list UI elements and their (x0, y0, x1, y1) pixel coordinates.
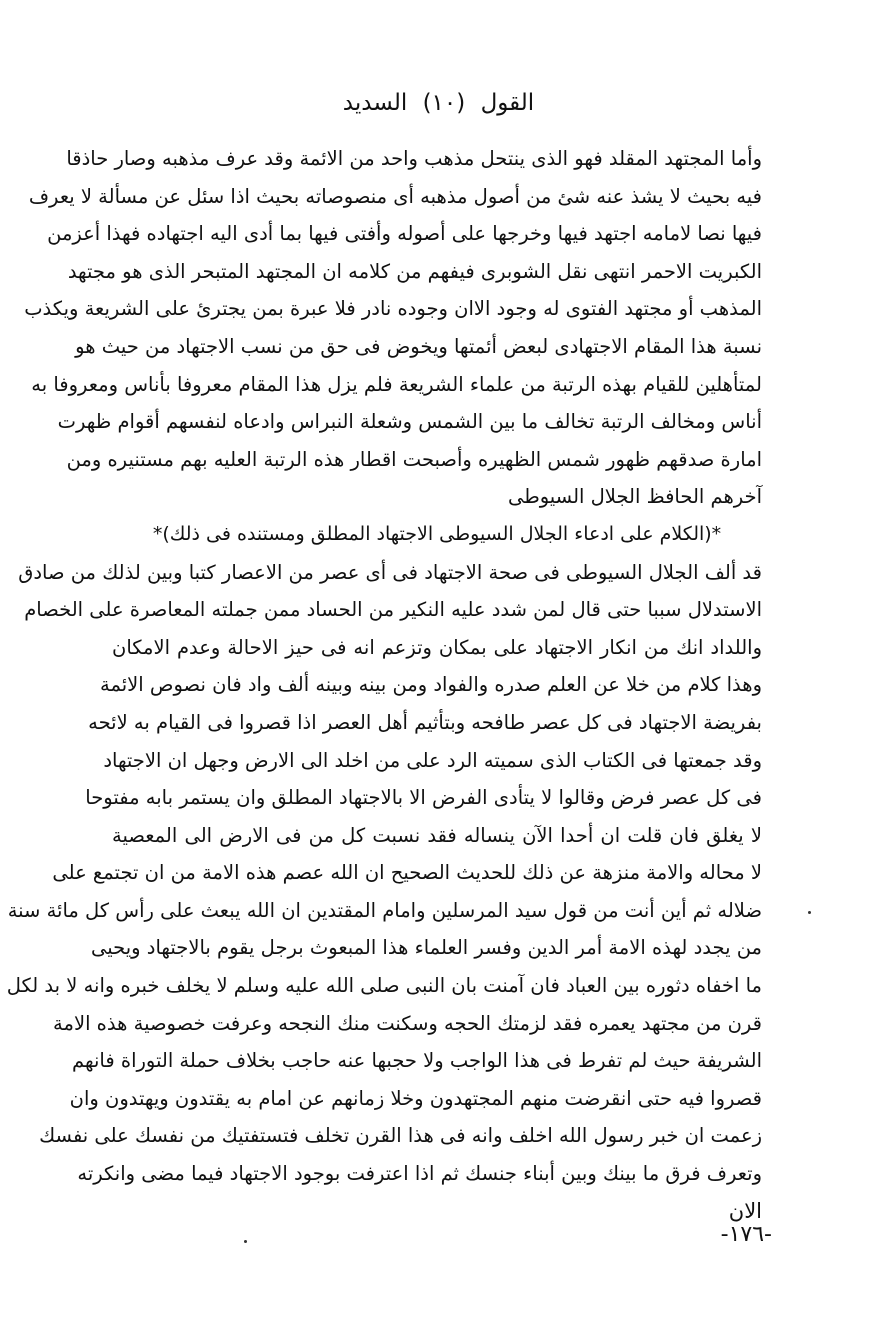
text-line: المذهب أو مجتهد الفتوى له وجود الاان وجوده نادر فلا عبرة بمن يجترئ على الشريعة ويكذب (24, 297, 762, 321)
text-line: الشريفة حيث لم تفرط فى هذا الواجب ولا حجبها عنه حاجب بخلاف حملة التوراة فانهم (72, 1049, 762, 1073)
text-line: بفريضة الاجتهاد فى كل عصر طافحه وبتأثيم أهل العصر اذا قصروا فى القيام به لائحه (88, 710, 762, 734)
text-line: قد ألف الجلال السيوطى فى صحة الاجتهاد فى أى عصر من الاعصار كتبا وبين لذلك من صادق (18, 560, 762, 584)
header-left-word: القول (480, 90, 535, 116)
text-line: وقد جمعتها فى الكتاب الذى سميته الرد على من اخلد الى الارض وجهل ان الاجتهاد (103, 748, 762, 772)
text-line: واللداد انك من انكار الاجتهاد على بمكان وتزعم انه فى حيز الاحالة وعدم الامكان (112, 635, 762, 659)
text-line-tail: الان (728, 1198, 762, 1223)
text-line: من يجدد لهذه الامة أمر الدين وفسر العلماء هذا المبعوث برجل يقوم بالاجتهاد ويحيى (91, 936, 762, 960)
text-line: أناس ومخالف الرتبة تخالف ما بين الشمس وشعلة النبراس وادعاه لنفسهم أقوام ظهرت (57, 410, 762, 434)
text-line: زعمت ان خبر رسول الله اخلف وانه فى هذا القرن تخلف فتستفتيك من نفسك على نفسك (39, 1124, 762, 1148)
text-line: وهذا كلام من خلا عن العلم صدره والفواد ومن بينه وبينه ألف واد فان نصوص الائمة (100, 673, 762, 697)
text-line: لا يغلق فان قلت ان أحدا الآن ينساله فقد نسبت كل من فى الارض الى المعصية (112, 823, 762, 847)
text-line: لا محاله والامة منزهة عن ذلك للحديث الصحيح ان الله عصم هذه الامة من ان تجتمع على (52, 861, 762, 885)
text-line: ضلاله ثم أين أنت من قول سيد المرسلين وامام المقتدين ان الله يبعث على رأس كل مائة سنة (7, 898, 762, 922)
text-line: لمتأهلين للقيام بهذه الرتبة من علماء الشريعة فلم يزل هذا المقام معروفا بأناس ومعروفا به (31, 372, 762, 396)
scan-speck (808, 911, 811, 914)
text-line: فيه بحيث لا يشذ عنه شئ من أصول مذهبه أى منصوصاته بحيث اذا سئل عن مسألة لا يعرف (28, 184, 762, 208)
header-number: (١٠) (422, 90, 466, 116)
text-line: وتعرف فرق ما بينك وبين أبناء جنسك ثم اذا اعترفت بوجود الاجتهاد فيما مضى وانكرته (77, 1162, 762, 1186)
header-right-word: السديد (342, 90, 408, 116)
text-line: امارة صدقهم ظهور شمس الظهيره وأصبحت اقطار هذه الرتبة العليه بهم مستنيره ومن (66, 447, 762, 471)
text-line: الاستدلال سببا حتى قال لمن شدد عليه النكير من الحساد ممن جملته المعاصرة على الخصام (24, 598, 762, 622)
text-line: قصروا فيه حتى انقرضت منهم المجتهدون وخلا زمانهم عن امام به يقتدون ويهتدون وان (69, 1086, 762, 1110)
text-line: قرن من مجتهد يعمره فقد لزمتك الحجه وسكنت منك النجحه وعرفت خصوصية هذه الامة (53, 1011, 762, 1035)
text-line: فيها نصا لامامه اجتهد فيها وخرجها على أصوله وأفتى فيها بما أدى اليه اجتهاده فهذا أعزمن (47, 222, 762, 246)
text-line: ما اخفاه دثوره بين العباد فان آمنت بان النبى صلى الله عليه وسلم لا يخلف خبره وانه لا بد لكل (6, 974, 762, 998)
body-text (6, 140, 762, 1230)
text-line: الكبريت الاحمر انتهى نقل الشوبرى فيفهم من كلامه ان المجتهد المتبحر الذى هو مجتهد (67, 259, 762, 283)
text-line: فى كل عصر فرض وقالوا لا يتأدى الفرض الا بالاجتهاد المطلق وان يستمر بابه مفتوحا (85, 786, 762, 810)
section-heading: *(الكلام على ادعاء الجلال السيوطى الاجتهاد المطلق ومستنده فى ذلك)* (152, 522, 722, 545)
scan-speck (244, 1240, 247, 1243)
page-number: -١٧٦- (720, 1222, 772, 1247)
text-line: نسبة هذا المقام الاجتهادى لبعض أئمتها ويخوض فى حق من نسب الاجتهاد من حيث هو (75, 334, 762, 358)
running-header (0, 88, 877, 118)
text-line: وأما المجتهد المقلد فهو الذى ينتحل مذهب واحد من الائمة وقد عرف مذهبه وصار حاذقا (66, 147, 762, 170)
text-line: آخرهم الحافظ الجلال السيوطى (507, 485, 762, 509)
